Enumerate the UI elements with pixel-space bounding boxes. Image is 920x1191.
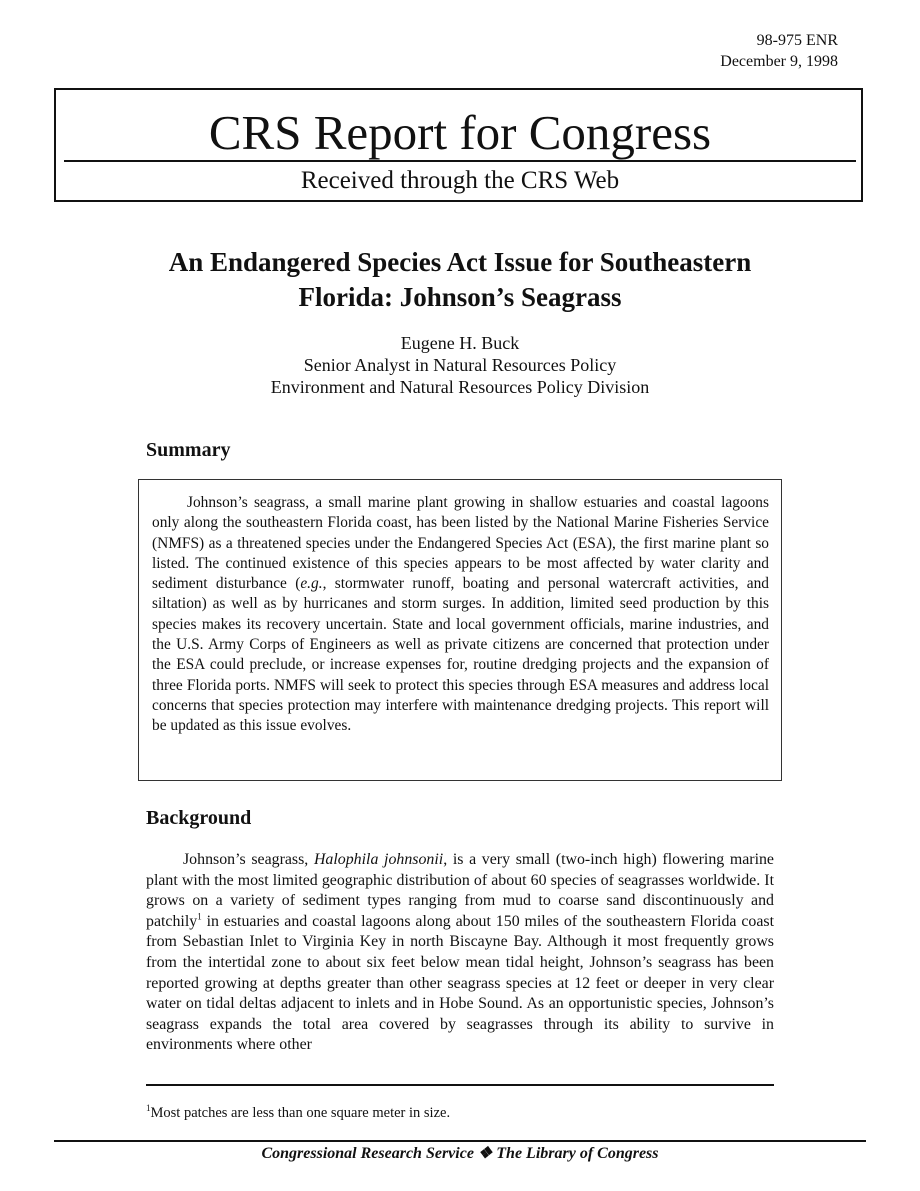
footnote-number: 1 [146,1103,151,1114]
header-rule [64,160,856,162]
author-name: Eugene H. Buck [400,333,520,353]
footnote-rule [146,1084,774,1086]
document-title-line1: An Endangered Species Act Issue for Southeastern [168,247,752,277]
author-title: Senior Analyst in Natural Resources Policy [303,355,617,375]
background-species-name: Halophila johnsonii [313,851,444,868]
report-date: December 9, 1998 [720,53,838,70]
report-number: 98-975 ENR [756,32,838,49]
document-title [0,245,920,315]
summary-heading: Summary [146,439,231,461]
summary-text-part1: Johnson’s seagrass, a small marine plant growing in shallow estuaries and coastal lagoons only along the southeastern Florida coast, has been listed by the National Marine Fisheries Service (NMFS) as a threatened species under the Endangered Species Act (ESA), the first marine plant so listed. The continued existence of this species appears to be most affected by water clarity and sediment disturbance ( [152,494,769,593]
summary-text-italic: e.g. [300,575,323,593]
document-title-line2: Florida: Johnson’s Seagrass [298,282,622,312]
background-text-part3: in estuaries and coastal lagoons along about 150 miles of the southeastern Florida coast from Sebastian Inlet to Virginia Key in north Biscayne Bay. Although it most frequently grows from the intertidal zone to about six feet below mean tidal height, Johnson’s seagrass has been reported growing at depths greater than other seagrass species at 12 feet or deeper in very clear water on tidal deltas adjacent to inlets and in Hobe Sound. As an opportunistic species, Johnson’s seagrass expands the total area covered by seagrasses through its ability to survive in environments where other [146,912,774,1054]
footer-rule [54,1140,866,1142]
author-division: Environment and Natural Resources Policy Division [270,377,650,397]
background-text [146,850,774,1056]
header-title: CRS Report for Congress [208,105,712,160]
footnote-reference[interactable]: 1 [197,911,202,922]
author-block [0,332,920,398]
report-meta [720,30,838,72]
background-heading: Background [146,807,252,829]
footnote [146,1104,450,1122]
summary-text-part2: , stormwater runoff, boating and personal watercraft activities, and siltation) as well as by hurricanes and storm surges. In addition, limited seed production by this species makes its recovery uncertain. State and local government officials, marine industries, and the U.S. Army Corps of Engineers as well as private citizens are concerned that protection under the ESA could preclude, or increase expenses for, routine dredging projects and the expansion of three Florida ports. NMFS will seek to protect this species through ESA measures and address local concerns that species protection may interfere with maintenance dredging projects. This report will be updated as this issue evolves. [152,575,770,735]
header-subtitle: Received through the CRS Web [300,167,620,194]
summary-text [152,493,769,737]
background-text-part1: Johnson’s seagrass, [183,851,314,868]
page-footer: Congressional Research Service ❖ The Library of Congress [261,1145,659,1162]
footnote-text: Most patches are less than one square meter in size. [150,1105,451,1121]
background-text-part2: , is a very small (two-inch high) flowering marine plant with the most limited geographic distribution of about 60 species of seagrasses worldwide. It grows on a variety of sediment types ranging from mud to coarse sand discontinuously and patchily [146,851,774,930]
